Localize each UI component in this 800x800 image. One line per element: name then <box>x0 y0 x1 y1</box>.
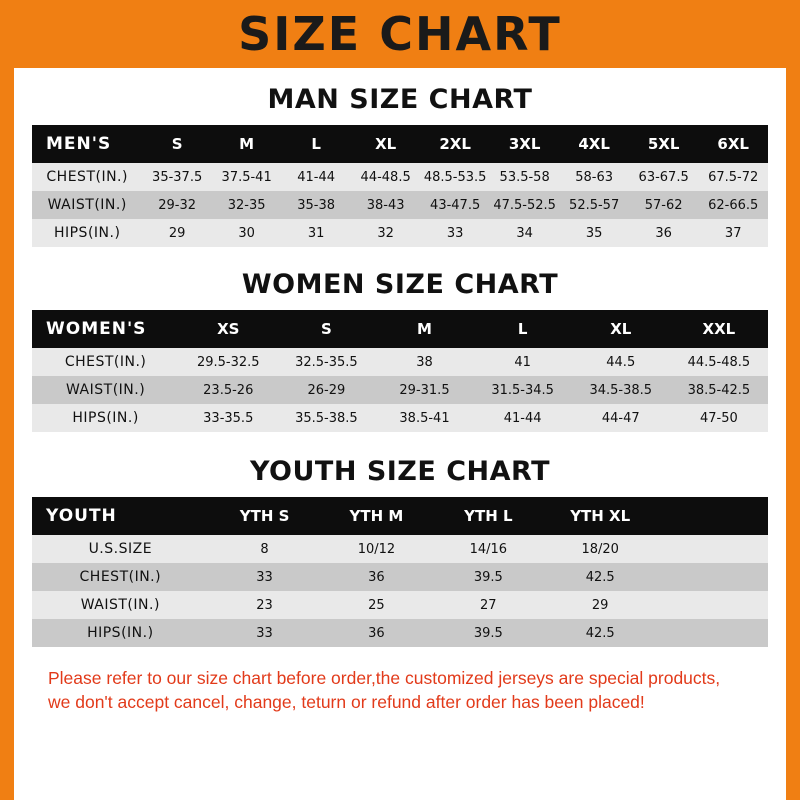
cell: 41-44 <box>503 410 542 426</box>
column-header: XL <box>375 135 397 153</box>
cell: 34 <box>516 225 533 241</box>
row-label: WAIST(IN.) <box>80 597 160 613</box>
cell: 32 <box>377 225 394 241</box>
banner <box>0 0 800 68</box>
cell: 52.5-57 <box>569 197 620 213</box>
table-header-row <box>32 497 768 535</box>
row-label: WAIST(IN.) <box>65 382 146 398</box>
table-row <box>32 163 768 191</box>
cell: 23.5-26 <box>203 382 254 398</box>
column-header <box>656 497 768 535</box>
column-header: YOUTH <box>46 506 117 526</box>
column-header: XS <box>217 320 240 338</box>
table-row <box>32 348 768 376</box>
table-header-row <box>32 310 768 348</box>
cell: 23 <box>256 597 273 613</box>
cell: 57-62 <box>644 197 683 213</box>
column-header: YTH L <box>464 507 513 525</box>
column-header: YTH S <box>239 507 290 525</box>
cell: 44-48.5 <box>360 169 411 185</box>
column-header: 5XL <box>647 135 680 153</box>
row-label: WAIST(IN.) <box>47 197 127 213</box>
cell: 29 <box>591 597 609 613</box>
column-header: MEN'S <box>46 134 112 154</box>
cell: 29 <box>168 225 186 241</box>
women-section-title: WOMEN SIZE CHART <box>241 269 559 300</box>
cell: 25 <box>368 597 385 613</box>
cell: 32.5-35.5 <box>295 354 358 370</box>
column-header: S <box>320 320 332 338</box>
cell: 37 <box>724 225 742 241</box>
row-label: CHEST(IN.) <box>46 169 128 185</box>
column-header: L <box>311 135 321 153</box>
table-row <box>32 219 768 247</box>
cell: 34.5-38.5 <box>589 382 653 398</box>
cell: 41 <box>514 354 531 370</box>
row-label: HIPS(IN.) <box>87 625 154 641</box>
cell: 10/12 <box>357 541 396 557</box>
cell: 30 <box>238 225 255 241</box>
table-row <box>32 191 768 219</box>
cell: 47.5-52.5 <box>493 197 556 213</box>
cell: 47-50 <box>700 410 738 426</box>
cell <box>656 535 768 563</box>
column-header: 2XL <box>439 135 471 153</box>
table-row <box>32 404 768 432</box>
table-row <box>32 563 768 591</box>
cell: 38-43 <box>366 197 405 213</box>
table-row <box>32 376 768 404</box>
cell: 27 <box>480 597 497 613</box>
column-header: S <box>171 135 183 153</box>
cell: 35.5-38.5 <box>295 410 358 426</box>
cell: 44-47 <box>601 410 640 426</box>
cell: 43-47.5 <box>430 197 481 213</box>
cell: 42.5 <box>585 625 615 641</box>
column-header: XL <box>610 320 632 338</box>
column-header: YTH XL <box>570 507 631 525</box>
man-size-table <box>32 125 768 247</box>
footnote-line-2: we don't accept cancel, change, teturn or refund after order has been placed! <box>48 691 645 712</box>
cell: 29-31.5 <box>399 382 450 398</box>
column-header: WOMEN'S <box>46 319 147 339</box>
cell: 31.5-34.5 <box>491 382 554 398</box>
cell: 36 <box>368 569 385 585</box>
cell: 35-38 <box>297 197 336 213</box>
row-label: HIPS(IN.) <box>53 225 121 241</box>
cell: 39.5 <box>473 569 503 585</box>
column-header: L <box>517 320 528 338</box>
column-header: M <box>417 320 432 338</box>
column-header: 4XL <box>578 135 610 153</box>
cell: 63-67.5 <box>638 169 689 185</box>
cell: 26-29 <box>307 382 346 398</box>
column-header: M <box>239 135 255 153</box>
cell: 29-32 <box>158 197 197 213</box>
women-size-table <box>32 310 768 432</box>
cell: 33 <box>256 569 273 585</box>
man-section-title: MAN SIZE CHART <box>267 84 533 115</box>
cell: 39.5 <box>473 625 503 641</box>
cell: 38 <box>416 354 433 370</box>
cell: 36 <box>368 625 385 641</box>
cell <box>656 591 768 619</box>
column-header: 6XL <box>717 135 749 153</box>
youth-section-title: YOUTH SIZE CHART <box>249 456 551 487</box>
cell: 38.5-42.5 <box>687 382 751 398</box>
cell <box>656 619 768 647</box>
footnote-line-1: Please refer to our size chart before order,the customized jerseys are special products, <box>48 668 721 688</box>
cell: 38.5-41 <box>399 410 450 426</box>
cell <box>656 563 768 591</box>
table-row <box>32 535 768 563</box>
cell: 37.5-41 <box>221 169 272 185</box>
cell: 67.5-72 <box>708 169 759 185</box>
cell: 42.5 <box>585 569 615 585</box>
cell: 58-63 <box>575 169 614 185</box>
table-row <box>32 619 768 647</box>
cell: 33-35.5 <box>203 410 254 426</box>
row-label: HIPS(IN.) <box>72 410 139 426</box>
cell: 14/16 <box>469 541 508 557</box>
table-header-row <box>32 125 768 163</box>
cell: 53.5-58 <box>499 169 550 185</box>
row-label: CHEST(IN.) <box>64 354 147 370</box>
cell: 62-66.5 <box>708 197 759 213</box>
cell: 41-44 <box>297 169 336 185</box>
content <box>14 84 786 714</box>
cell: 29.5-32.5 <box>196 354 260 370</box>
cell: 18/20 <box>581 541 619 557</box>
cell: 44.5 <box>606 354 636 370</box>
row-label: U.S.SIZE <box>88 541 153 557</box>
banner-title: SIZE CHART <box>238 7 562 61</box>
cell: 35 <box>585 225 603 241</box>
column-header: YTH M <box>349 507 404 525</box>
cell: 48.5-53.5 <box>423 169 487 185</box>
table-row <box>32 591 768 619</box>
column-header: 3XL <box>508 135 541 153</box>
cell: 44.5-48.5 <box>687 354 751 370</box>
cell: 31 <box>307 225 325 241</box>
column-header: XXL <box>702 320 736 338</box>
cell: 35-37.5 <box>152 169 203 185</box>
cell: 33 <box>256 625 273 641</box>
cell: 8 <box>260 541 269 557</box>
cell: 36 <box>655 225 672 241</box>
youth-size-table <box>32 497 768 647</box>
cell: 32-35 <box>227 197 266 213</box>
footnote <box>32 667 768 714</box>
row-label: CHEST(IN.) <box>79 569 162 585</box>
cell: 33 <box>446 225 464 241</box>
